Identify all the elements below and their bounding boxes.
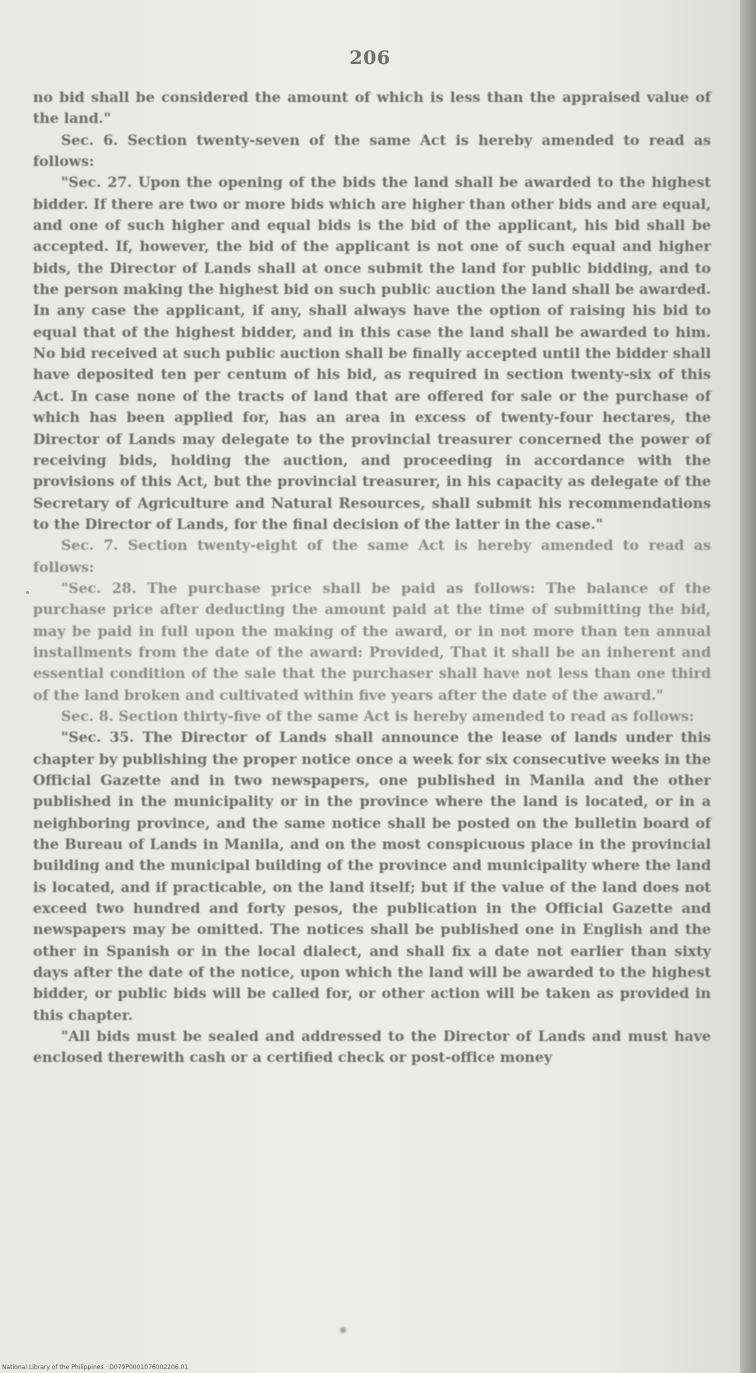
page-mark xyxy=(340,1327,346,1333)
paragraph: Sec. 6. Section twenty-seven of the same Act is hereby amended to read as follows: xyxy=(33,132,711,171)
paragraph: "Sec. 27. Upon the opening of the bids the land shall be awarded to the highest bidder. If there are two or more bids which are higher than other bids and are equal, and one of such higher and equal bids is the bid of the applicant, his bid shall be accepted. If, however, the bid of the applicant is not one of such equal and higher bids, the Director of Lands shall at once submit the land for public bidding, and to the person making the highest bid on such public auction the land shall be awarded. In any case the applicant, if any, shall always have the option of raising his bid to equal that of the highest bidder, and in this case the land shall be awarded to him. No bid received at such public auction shall be finally accepted until the bidder shall have deposited ten per centum of his bid, as required in section twenty-six of this Act. In case none of the tracts of land that are offered for sale or the purchase of which has been applied for, has an area in excess of twenty-four hectares, the Director of Lands may delegate to the provincial treasurer concerned the power of receiving bids, holding the auction, and proceeding in accordance with the provisions of this Act, but the provincial treasurer, in his capacity as delegate of the Secretary of Agriculture and Natural Resources, shall submit his recommendations to the Director of Lands, for the final decision of the latter in the case." xyxy=(33,175,711,533)
scan-footer: National Library of the Philippines · D079P0001076002206.01 xyxy=(2,1364,189,1371)
paragraph: "Sec. 35. The Director of Lands shall announce the lease of lands under this chapter by publishing the proper notice once a week for six consecutive weeks in the Official Gazette and in two newspapers, one published in Manila and the other published in the municipality or in the province where the land is located, or in a neighboring province, and the same notice shall be posted on the bulletin board of the Bureau of Lands in Manila, and on the most conspicuous place in the provincial building and the municipal building of the province and municipality where the land is located, and if practicable, on the land itself; but if the value of the land does not exceed two hundred and forty pesos, the publication in the Official Gazette and newspapers may be omitted. The notices shall be published one in English and the other in Spanish or in the local dialect, and shall fix a date not earlier than sixty days after the date of the notice, upon which the land will be awarded to the highest bidder, or public bids will be called for, or other action will be taken as provided in this chapter. xyxy=(33,730,711,1024)
paragraph: no bid shall be considered the amount of which is less than the appraised value of the land." xyxy=(33,90,711,128)
page-number: 206 xyxy=(349,47,391,69)
paragraph: "All bids must be sealed and addressed to the Director of Lands and must have enclosed therewith cash or a certified check or post-office money xyxy=(33,1029,711,1067)
margin-speck xyxy=(26,591,29,594)
paragraph: Sec. 8. Section thirty-five of the same Act is hereby amended to read as follows: xyxy=(61,708,695,725)
body-text xyxy=(33,88,711,1070)
paragraph: "Sec. 28. The purchase price shall be paid as follows: The balance of the purchase price after deducting the amount paid at the time of submitting the bid, may be paid in full upon the making of the award, or in not more than ten annual installments from the date of the award: Provided, That it shall be an inherent and essential condition of the sale that the purchaser shall have not less than one third of the land broken and cultivated within five years after the date of the award." xyxy=(33,580,711,704)
paragraph: Sec. 7. Section twenty-eight of the same Act is hereby amended to read as follows: xyxy=(33,538,711,576)
page-edge-shadow xyxy=(740,0,756,1373)
